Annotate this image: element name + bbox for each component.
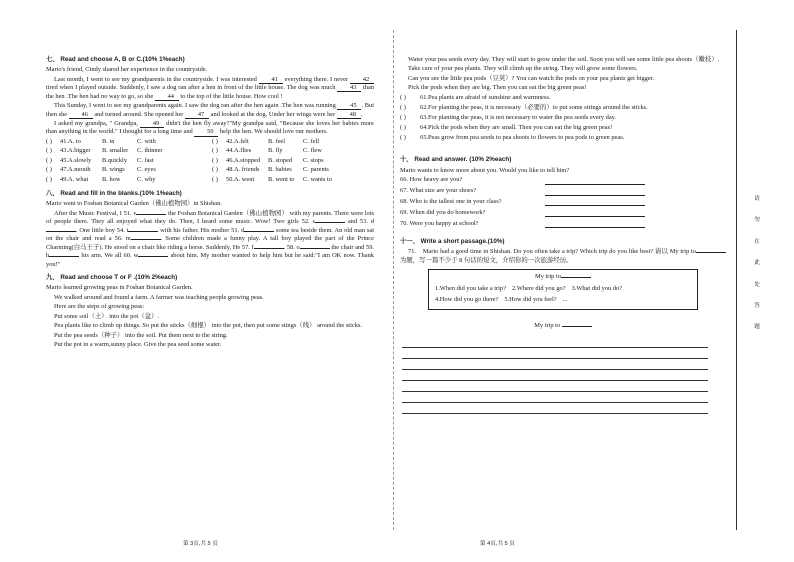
question-text: 67. What size are your shoes? (400, 187, 477, 195)
hint: 3.What did you do? (571, 284, 622, 292)
text: with his father. His mother 51. d (160, 226, 245, 234)
option-a: 48.A. friends (226, 166, 260, 174)
tf-question-61 (400, 94, 726, 102)
writing-line[interactable] (402, 370, 708, 381)
option-c: C. stops (303, 156, 324, 164)
answer-row-70 (400, 220, 726, 228)
tf-question-64 (400, 124, 726, 132)
answer-row-66 (400, 176, 726, 184)
blank-41: 41 (259, 76, 283, 84)
section-10-intro: Mario wants to know more about you. Would you like to tell him? (400, 166, 570, 174)
hint: ... (562, 296, 568, 304)
text: and 53. d (347, 218, 374, 226)
question-text: 68. Who is the tallest one in your class? (400, 197, 502, 205)
option-row-47 (46, 166, 208, 174)
option-c: C. fast (137, 156, 154, 164)
text: After the Music Festival, I 51. v (54, 209, 137, 217)
option-row-48 (212, 166, 374, 174)
text: about him. My mother wanted to help him but he said:"I am OK now. Thank you!" (46, 252, 374, 268)
side-char: 处 (754, 281, 760, 288)
essay-title-blank[interactable] (562, 326, 592, 327)
page-4 (396, 0, 730, 562)
answer-paren[interactable]: ( ) (400, 113, 406, 121)
text: his arm. We all 60. w (81, 252, 139, 260)
blank-47: 47 (185, 111, 209, 119)
option-a: 43.A.bigger (60, 147, 91, 155)
answer-line[interactable] (545, 178, 645, 185)
option-b: B. wings (102, 166, 125, 174)
option-b: B. how (102, 175, 121, 183)
option-row-44 (212, 147, 374, 155)
text: didn't the hen fly away?"My grandpa said, "Because she loves her babies more than anything in the world." I thought for a long time and (46, 120, 374, 136)
option-b: B.quickly (102, 156, 128, 164)
text: than the hen .The hen had no way to go, so she (46, 84, 374, 100)
answer-paren[interactable]: ( ) (212, 175, 218, 183)
side-char: 此 (754, 260, 760, 267)
section-9-line: Water your pea seeds every day. They will start to grow under the soil. Soon you will see some little pea shoots（嫩枝）. (408, 56, 720, 63)
side-char: 题 (754, 324, 760, 331)
page-number-left: 第 3页,共 5 页 (183, 540, 218, 547)
section-7-paragraph-2 (46, 102, 374, 119)
text: the Foshan Botanical Garden（佛山植物园） with my parents. There were lots of people there. They all enjoyed what they do. Then, I heard some music. Wow! Two girls 52. s (46, 209, 374, 226)
hint: 4.How did you go there? (435, 296, 499, 304)
section-9-line: Take care of your pea plants. They will climb up the string. They will grow some flowers. (408, 65, 638, 73)
answer-row-68 (400, 198, 726, 206)
answer-line[interactable] (545, 189, 645, 196)
option-a: 50.A. went (226, 175, 255, 183)
blank-55[interactable] (244, 231, 274, 232)
text: and turned around. She opened her (94, 110, 184, 118)
section-9-line: Put the pot in a warm,sunny place. Give the pea seed some water. (54, 341, 222, 349)
answer-paren[interactable]: ( ) (46, 137, 52, 145)
blank-42: 42 (350, 76, 374, 84)
section-9-line: We walked around and found a farm. A farmer was teaching people growing peas. (54, 293, 264, 301)
section-9-line: Put the pea seeds（种子） into the soil. Put them next to the string. (54, 331, 228, 339)
blank-44: 44 (155, 93, 179, 101)
option-c: C. wants to (303, 175, 332, 183)
page-divider (393, 30, 394, 530)
blank-60[interactable] (138, 256, 168, 257)
question-text: 66. How heavy are you? (400, 176, 463, 184)
section-11-title: 十一、 Write a short passage.(10%) (400, 238, 505, 246)
writing-line[interactable] (402, 348, 708, 359)
option-row-41 (46, 138, 208, 146)
text: everything there. I never (284, 75, 349, 83)
option-a: 41.A. to (60, 137, 81, 145)
option-row-49 (46, 176, 208, 184)
tf-question-63 (400, 114, 726, 122)
side-note (752, 196, 762, 346)
section-8-title: 八、 Read and fill in the blanks.(10% 1%each) (46, 190, 182, 198)
answer-line[interactable] (545, 221, 645, 228)
blank-50: 50 (194, 128, 218, 136)
blank-45: 45 (337, 102, 361, 110)
answer-line[interactable] (545, 199, 645, 206)
answer-paren[interactable]: ( ) (400, 123, 406, 131)
answer-paren[interactable]: ( ) (212, 147, 218, 155)
question-text: 61.Pea plants are afraid of sunshine and warmness. (420, 93, 551, 101)
hint-box (428, 269, 698, 309)
option-c: C. parents (303, 166, 329, 174)
text: My trip to (534, 321, 561, 329)
text: 为题，写一篇不少于 8 句话的短文，介绍你的一次旅游经历。 (400, 256, 573, 264)
answer-paren[interactable]: ( ) (212, 156, 218, 164)
answer-paren[interactable]: ( ) (400, 134, 406, 141)
answer-paren[interactable]: ( ) (212, 166, 218, 174)
section-9-line: Put some soil（土） into the pot（盆）. (54, 312, 160, 320)
hint-row (435, 296, 691, 304)
blank-56[interactable] (131, 239, 161, 240)
answer-line[interactable] (545, 210, 645, 217)
text: 71. Mario had a good time in Shishan. Do you often take a trip? Which trip do you like best? 请以 My trip to (408, 248, 696, 256)
writing-line[interactable] (402, 359, 708, 370)
option-b: B. in (102, 137, 115, 145)
text: My trip to (535, 273, 561, 281)
text: to the top of the little house. How cool ! (180, 92, 283, 100)
answer-paren[interactable]: ( ) (212, 137, 218, 145)
text: some tea beside them. An old man sat on the chair and read a 56. m (46, 226, 374, 243)
answer-paren[interactable]: ( ) (46, 147, 52, 155)
text: This Sunday, I went to see my grandparents again. I saw the dog ran after the hen again .The hen was running (54, 102, 336, 110)
tf-question-62 (400, 104, 726, 112)
text: . But then she (46, 102, 374, 118)
option-b: B. stoped (268, 156, 293, 164)
option-c: C. eyes (137, 166, 156, 174)
blank (561, 277, 591, 278)
page-number-right: 第 4页,共 5 页 (480, 540, 515, 547)
text: . Some children made a funny play. A tall boy played the part of the Prince Charming(白马王子). He stood on a chair like riding a horse. Suddenly, He 57. f (46, 235, 374, 251)
answer-paren[interactable]: ( ) (46, 166, 52, 174)
option-a: 42.A.felt (226, 137, 249, 145)
blank-46: 46 (69, 111, 93, 119)
writing-line[interactable] (402, 337, 708, 348)
text: and looked at the dog. Under her wings were her (210, 110, 336, 118)
section-7-paragraph-1 (46, 76, 374, 101)
question-text: 63.For planting the peas, it is not necessary to water the pea seeds every day. (420, 113, 617, 121)
option-row-42 (212, 138, 374, 146)
section-7-intro: Mario's friend, Cindy shared her experience in the countryside. (46, 66, 208, 74)
hint: 5.How did you feel? (504, 296, 557, 304)
writing-line[interactable] (402, 381, 708, 392)
option-a: 47.A.mouth (60, 166, 91, 174)
text: . (360, 110, 363, 118)
section-9-line: Here are the steps of growing peas: (54, 303, 145, 311)
text: the chair and 59. h (46, 243, 374, 260)
section-11-prompt (400, 248, 726, 265)
option-b: B. smaller (102, 147, 129, 155)
section-10-title: 十、 Read and answer. (10% 2%each) (400, 156, 512, 164)
option-c: C. why (137, 175, 156, 183)
section-9-line: Can you see the little pea pods（豆荚）? You can watch the pods on your pea plants get bigger. (408, 74, 655, 82)
option-b: B. went to (268, 175, 295, 183)
writing-line[interactable] (402, 392, 708, 403)
option-a: 45.A.slowly (60, 156, 92, 164)
answer-paren[interactable]: ( ) (46, 156, 52, 164)
answer-paren[interactable]: ( ) (400, 93, 406, 101)
option-a: 46.A.stopped (226, 156, 261, 164)
section-7-title: 七、 Read and choose A, B or C.(10% 1%each) (46, 56, 185, 63)
option-row-50 (212, 176, 374, 184)
question-text: 62.For planting the peas, it is necessary（必要的）to put some strings around the sticks. (420, 103, 648, 111)
answer-paren[interactable]: ( ) (46, 175, 52, 183)
option-c: C. flew (303, 147, 322, 155)
option-b: B. babies (268, 166, 292, 174)
text: Last month, I went to see my grandparents in the countryside. I was interested (54, 75, 257, 83)
section-9-line: Pea plants like to climb up things. So put the sticks（细棍） into the pot, then put some stings（线） around the sticks. (54, 322, 362, 330)
blank-58[interactable] (300, 248, 330, 249)
side-char: 请 (754, 196, 760, 202)
title-blank[interactable] (696, 252, 726, 253)
option-a: 44.A.flies (226, 147, 252, 155)
option-row-45 (46, 157, 208, 165)
side-char: 勿 (754, 217, 760, 224)
blank-57[interactable] (254, 248, 284, 249)
text: help the hen. We should love our mothers. (219, 128, 328, 136)
option-c: C. with (137, 137, 156, 145)
essay-title (400, 322, 726, 330)
hint-row (435, 285, 691, 293)
writing-line[interactable] (402, 403, 708, 414)
binding-line (736, 30, 737, 530)
text: . One little boy 54. t (76, 226, 129, 234)
question-text: 70. Were you happy at school? (400, 219, 479, 227)
option-c: C. fell (303, 137, 319, 145)
tf-question-65 (400, 134, 726, 142)
side-char: 答 (754, 302, 760, 309)
option-row-43 (46, 147, 208, 155)
section-7-paragraph-3 (46, 120, 374, 137)
answer-row-67 (400, 187, 726, 195)
option-b: B. fly (268, 147, 283, 155)
blank-54[interactable] (128, 231, 158, 232)
section-7-options (46, 138, 374, 185)
hint: 1.When did you take a trip? (435, 284, 506, 292)
text: . 58. o (283, 243, 300, 251)
option-b: B. feel (268, 137, 286, 145)
left-column (46, 56, 374, 351)
text: I asked my grandpa, " Grandpa, (54, 120, 138, 128)
answer-row-69 (400, 209, 726, 217)
blank-43: 43 (337, 84, 361, 92)
section-9-intro: Mario learned growing peas in Foshan Botanical Garden. (46, 284, 193, 292)
hint-title (435, 273, 691, 281)
section-8-intro: Mario went to Foshan Botanical Garden（佛山植物园）in Shishan. (46, 200, 222, 208)
answer-paren[interactable]: ( ) (400, 103, 406, 111)
question-text: 64.Pick the pods when they are small. Then you can eat the big green peas! (420, 123, 613, 131)
hint: 2.Where did you go? (511, 284, 566, 292)
option-a: 49.A. what (60, 175, 89, 183)
side-char: 在 (754, 238, 760, 245)
blank-52[interactable] (315, 222, 345, 223)
page-3 (0, 0, 390, 562)
section-9-line: Pick the pods when they are big. Then you can eat the big green peas! (408, 84, 587, 92)
question-text: 69. When did you do homework? (400, 208, 486, 216)
section-8-passage (46, 210, 374, 269)
blank-49: 49 (140, 120, 164, 128)
right-column (400, 56, 726, 414)
blank-48: 48 (337, 111, 361, 119)
option-c: C. thinner (137, 147, 163, 155)
blank-59[interactable] (49, 256, 79, 257)
question-text: 65.Peas grow from pea seeds to pea shoots to flowers to pea pods to green peas. (420, 134, 625, 141)
option-row-46 (212, 157, 374, 165)
text: tired when I played outside. Suddenly, I saw a dog ran after a hen in front of the little house. The dog was much (46, 84, 336, 92)
section-9-title: 九、 Read and choose T or F .(10% 2%each) (46, 274, 178, 282)
blank-53[interactable] (46, 231, 76, 232)
blank-51[interactable] (136, 214, 166, 215)
